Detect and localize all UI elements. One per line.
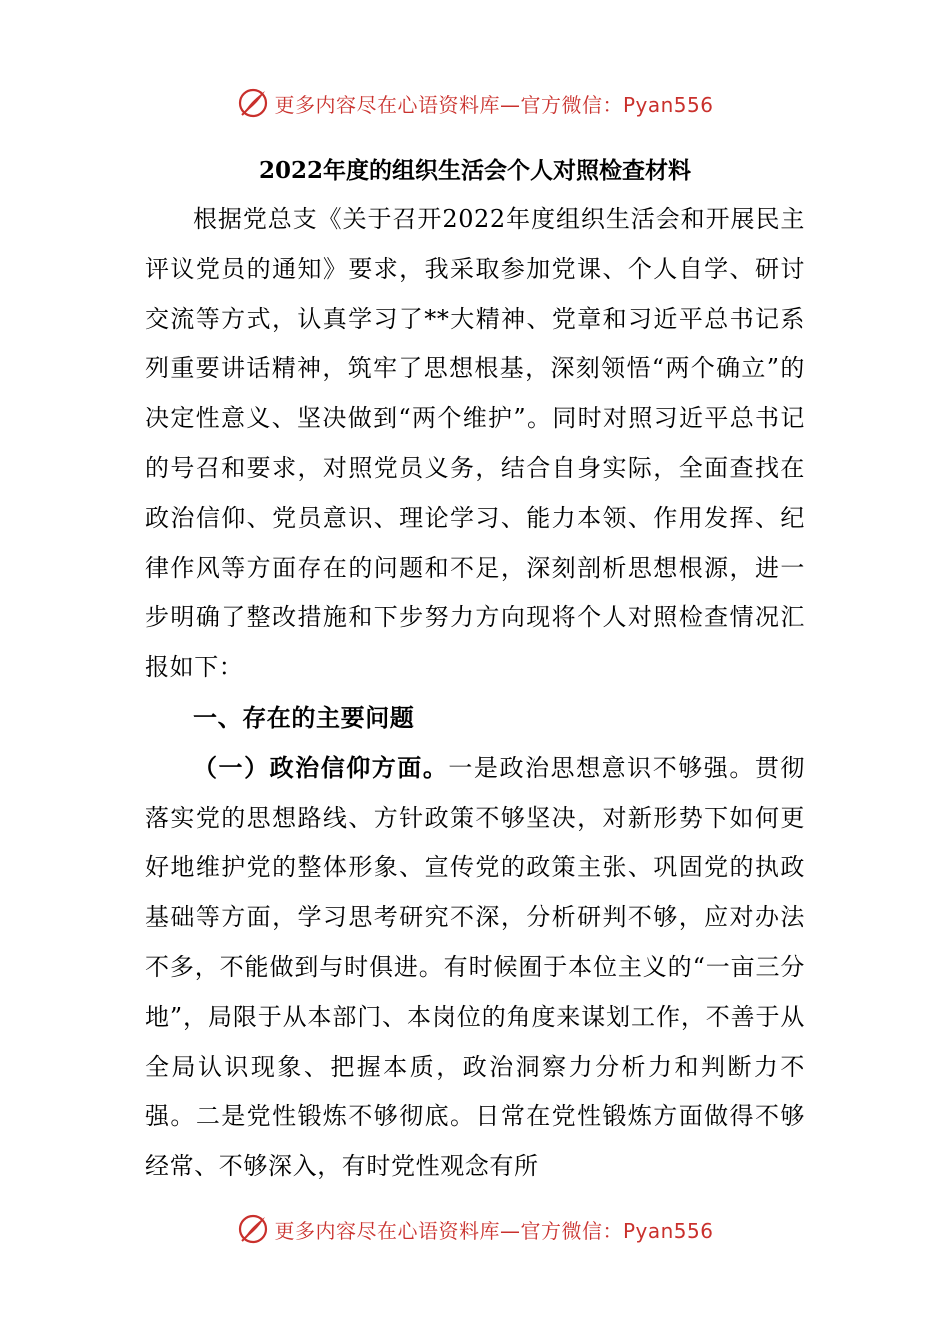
quill-pen-icon bbox=[236, 86, 270, 120]
watermark-contact-text: —官方微信：Pyan556 bbox=[499, 1218, 714, 1243]
quill-pen-icon bbox=[236, 1212, 270, 1246]
document-title: 2022年度的组织生活会个人对照检查材料 bbox=[258, 157, 691, 184]
watermark-main-text: 更多内容尽在心语资料库 bbox=[274, 1218, 500, 1243]
watermark-footer bbox=[0, 1209, 950, 1249]
watermark-header bbox=[0, 83, 950, 123]
subsection-heading: （一）政治信仰方面。 bbox=[193, 752, 449, 782]
subsection-body: 一是政治思想意识不够强。贯彻落实党的思想路线、方针政策不够坚决，对新形势下如何更好地维护党的整体形象、宣传党的政策主张、巩固党的执政基础等方面，学习思考研究不深，分析研判不够，应对办法不多，不能做到与时俱进。有时候囿于本位主义的“一亩三分地”，局限于从本部门、本岗位的角度来谋划工作，不善于从全局认识现象、把握本质，政治洞察力分析力和判断力不强。二是党性锻炼不够彻底。日常在党性锻炼方面做得不够经常、不够深入，有时党性观念有所 bbox=[145, 753, 805, 1181]
section-heading: 一、存在的主要问题 bbox=[193, 702, 415, 732]
document-body bbox=[145, 147, 805, 1192]
watermark-contact-text: —官方微信：Pyan556 bbox=[499, 92, 714, 117]
subsection-paragraph bbox=[145, 743, 805, 1192]
intro-paragraph: 根据党总支《关于召开2022年度组织生活会和开展民主评议党员的通知》要求，我采取参加党课、个人自学、研讨交流等方式，认真学习了**大精神、党章和习近平总书记系列重要讲话精神，筑牢了思想根基，深刻领悟“两个确立”的决定性意义、坚决做到“两个维护”。同时对照习近平总书记的号召和要求，对照党员义务，结合自身实际，全面查找在政治信仰、党员意识、理论学习、能力本领、作用发挥、纪律作风等方面存在的问题和不足，深刻剖析思想根源，进一步明确了整改措施和下步努力方向现将个人对照检查情况汇报如下： bbox=[145, 205, 805, 682]
watermark-main-text: 更多内容尽在心语资料库 bbox=[274, 92, 500, 117]
